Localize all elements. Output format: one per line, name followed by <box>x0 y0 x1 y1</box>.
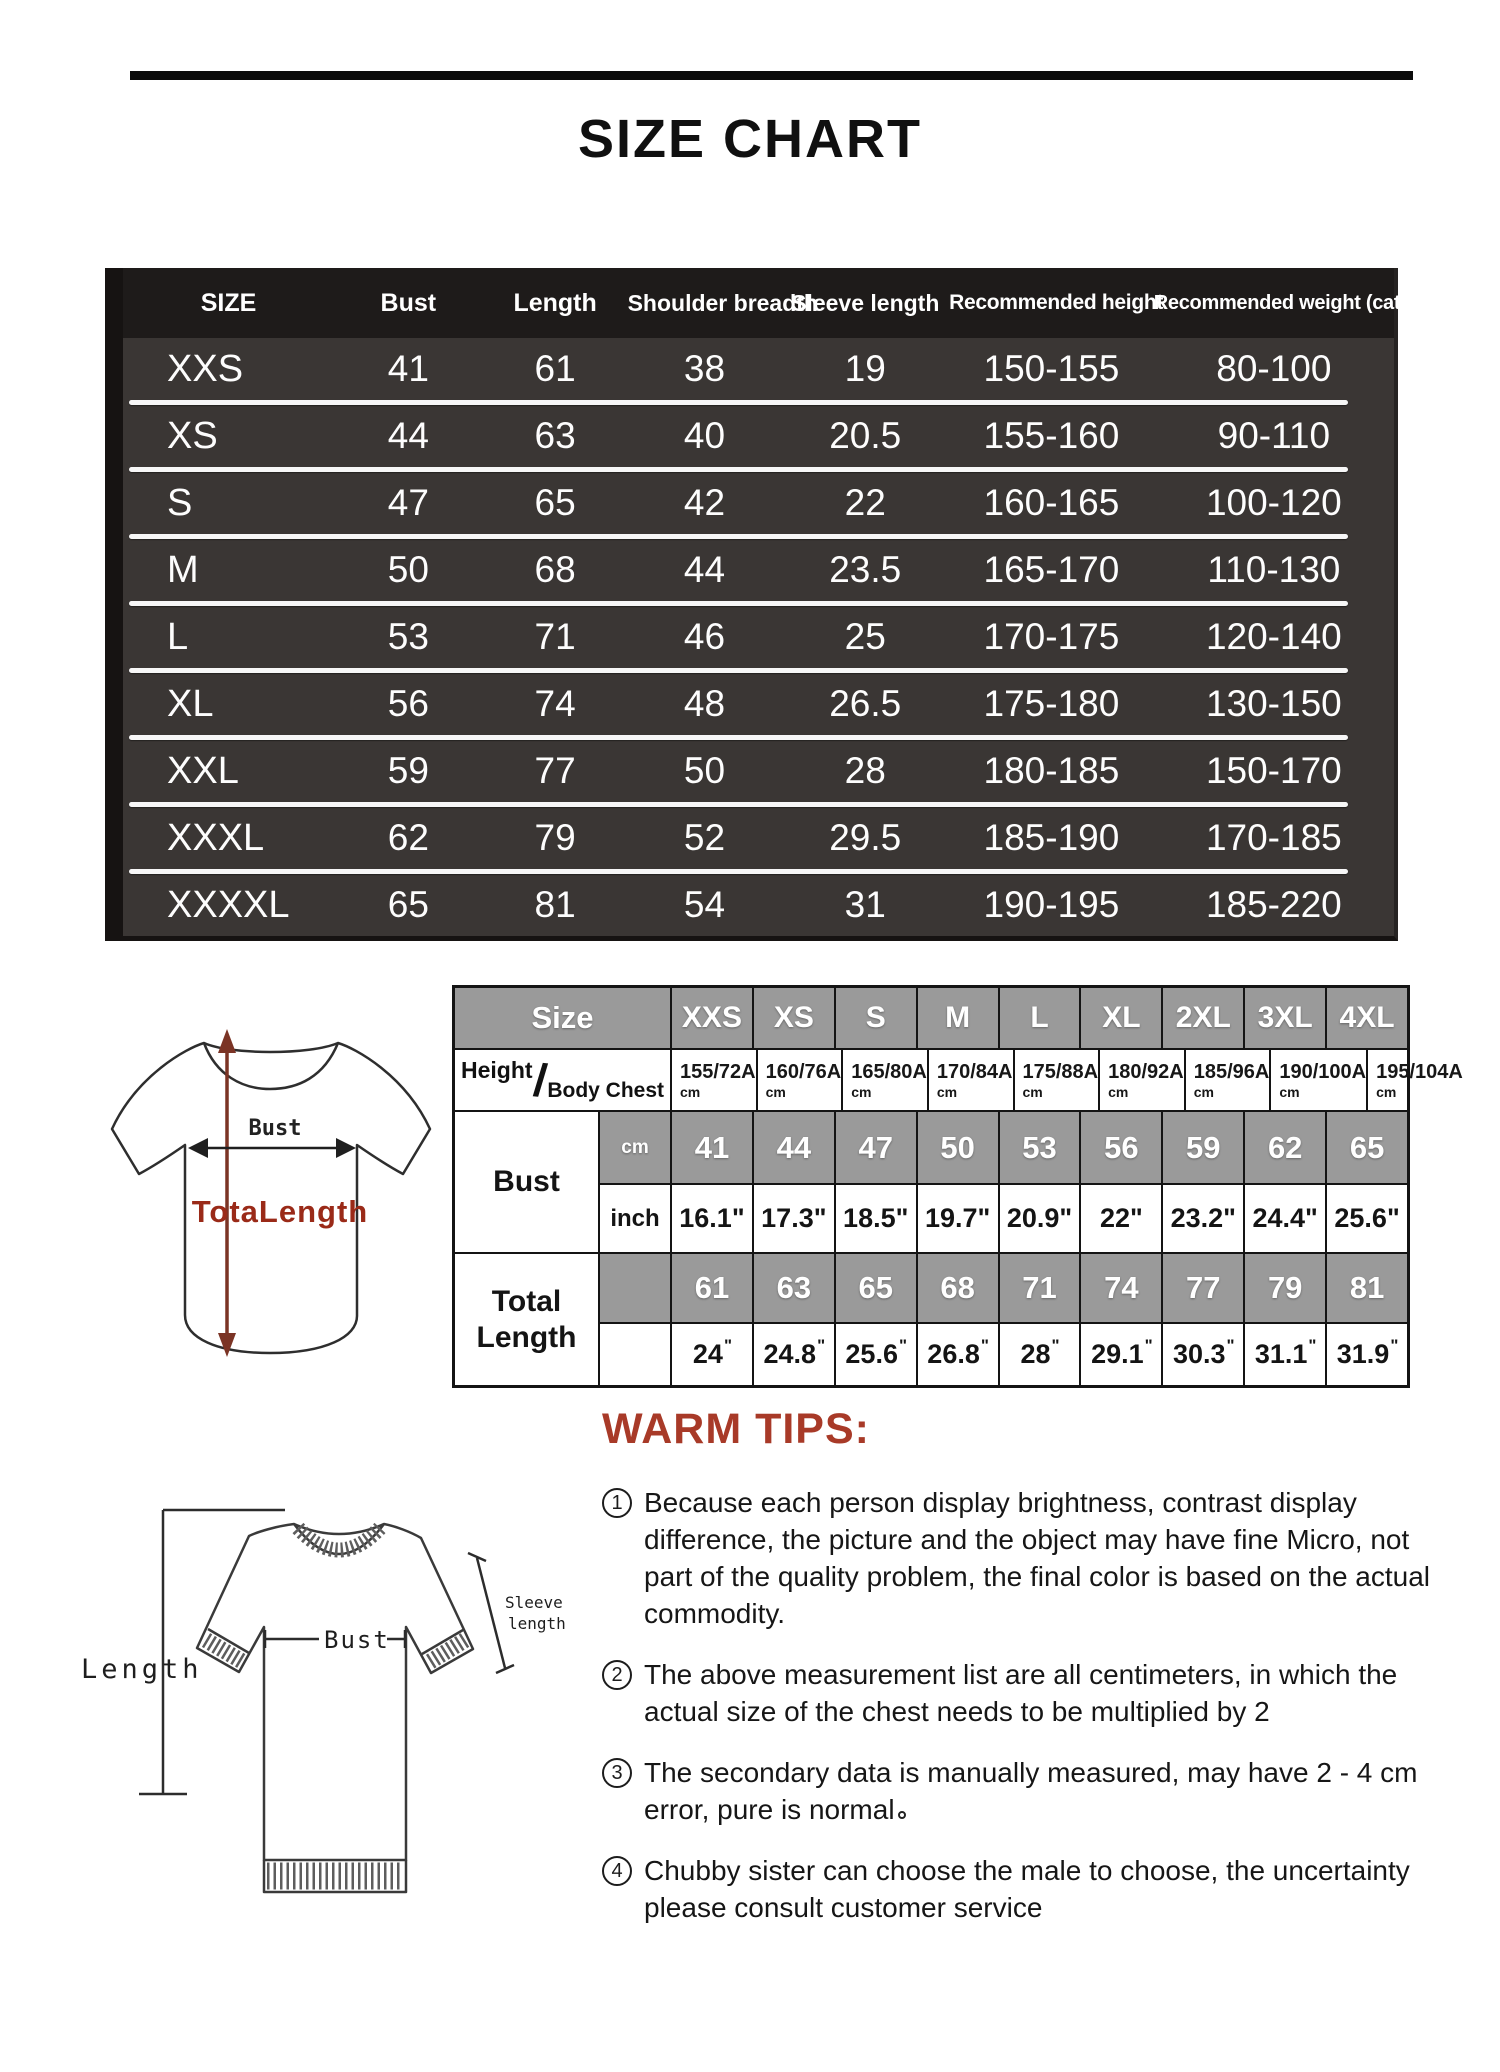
bust-rows <box>600 1112 1407 1252</box>
bust-block <box>455 1112 1407 1254</box>
size-table-value-cell: 25.6" <box>1334 1203 1400 1233</box>
size-table-height-cell <box>1186 1050 1272 1110</box>
left-cuff-ribbing <box>206 1640 243 1662</box>
main-table-cell: 110-130 <box>1207 549 1341 590</box>
main-table-header-cell: SIZE <box>200 288 257 317</box>
main-table-cell: 47 <box>387 482 429 523</box>
size-table-height-row <box>455 1050 1463 1112</box>
size-table-value-cell: 18.5" <box>836 1185 918 1252</box>
size-table-value-cell <box>1245 1324 1327 1385</box>
height-value: 155/72A <box>680 1060 756 1083</box>
main-table-header-row <box>123 268 1424 338</box>
size-table-value-cell <box>754 1324 836 1385</box>
main-table-header-cell: Shoulder breadth <box>627 289 818 316</box>
tshirt-front-diagram <box>92 985 447 1395</box>
arrowhead-right <box>336 1138 356 1158</box>
main-table-cell: 22 <box>844 482 886 523</box>
main-table-cell: 185-220 <box>1205 884 1342 925</box>
size-table-value-cell: 41 <box>672 1112 754 1183</box>
size-table-size-cell: L <box>1000 988 1082 1048</box>
main-table-cell: 68 <box>534 549 576 590</box>
total-length-row-label <box>455 1254 600 1385</box>
value-number: 30.3 <box>1172 1339 1226 1369</box>
total-length-label-line2: Length <box>476 1320 577 1354</box>
main-table-row <box>123 539 1394 601</box>
main-table-row <box>123 606 1394 668</box>
main-table-cell: XXL <box>167 749 239 792</box>
main-table-cell: 46 <box>683 616 726 657</box>
main-table-row <box>123 338 1394 400</box>
inch-mark: " <box>817 1335 826 1355</box>
main-table-row <box>123 807 1394 869</box>
bust2-label: Bust <box>324 1626 390 1654</box>
tip-text-wrap <box>644 1852 1434 1926</box>
size-table-value-cell: 68 <box>918 1254 1000 1322</box>
main-table-cell: 165-170 <box>983 549 1120 590</box>
size-table-height-cell <box>929 1050 1015 1110</box>
size-table-value-cell <box>672 1324 754 1385</box>
tl-inch-row <box>600 1324 1407 1385</box>
size-table-height-cell <box>1368 1050 1463 1110</box>
main-table-cell: 28 <box>844 750 886 791</box>
value-number: 28 <box>1020 1339 1051 1369</box>
height-value: 185/96A <box>1193 1060 1270 1083</box>
inch-mark: " <box>1390 1335 1399 1355</box>
main-table-cell: 120-140 <box>1205 616 1342 657</box>
main-table-header-cell: Bust <box>380 288 437 317</box>
slash-glyph: / <box>530 1053 550 1107</box>
size-table-value-cell: 44 <box>754 1112 836 1183</box>
tip-number-badge: 2 <box>602 1660 632 1690</box>
main-table-cell: 48 <box>683 683 726 724</box>
main-table-cell: 50 <box>683 750 726 791</box>
main-table-row <box>123 740 1394 802</box>
size-table-size-cell: XXS <box>672 988 754 1048</box>
size-table-height-cell <box>1100 1050 1186 1110</box>
secondary-size-table <box>452 985 1463 1388</box>
height-unit-cm: cm <box>680 1083 701 1100</box>
main-table-cell: 20.5 <box>829 415 902 456</box>
main-table-cell: 74 <box>534 683 576 724</box>
height-unit-cm: cm <box>936 1083 958 1100</box>
inch-mark: " <box>1144 1335 1153 1355</box>
main-table-cell: 180-185 <box>983 750 1120 791</box>
main-table-cell: 100-120 <box>1205 482 1342 523</box>
size-table-value-cell <box>836 1324 918 1385</box>
height-value: 195/104A <box>1376 1060 1463 1083</box>
main-table-cell: 130-150 <box>1205 683 1342 724</box>
main-table-cell: 53 <box>387 616 429 657</box>
tip-text: The above measurement list are all centimeters, in which the actual size of the chest needs to be multiplied by 2 <box>644 1659 1398 1727</box>
total-length-block <box>455 1254 1407 1385</box>
main-table-cell: 52 <box>683 817 726 858</box>
height-value: 165/80A <box>851 1060 927 1083</box>
main-table-cell: 65 <box>387 884 429 925</box>
arrowhead-down <box>218 1333 236 1357</box>
main-table-cell: 61 <box>534 348 576 389</box>
main-table-cell: 29.5 <box>829 817 902 858</box>
inch-mark: " <box>1308 1335 1317 1355</box>
main-table-cell: 62 <box>387 817 429 858</box>
value-number: 26.8 <box>927 1339 980 1369</box>
value-number: 29.1 <box>1091 1339 1144 1369</box>
tshirt2-outline <box>197 1524 473 1860</box>
main-table-cell: 19 <box>844 348 886 389</box>
size-table-height-cell <box>843 1050 929 1110</box>
main-table-cell: 41 <box>387 348 429 389</box>
height-unit-cm: cm <box>765 1083 786 1100</box>
size-table-value-cell: 74 <box>1081 1254 1163 1322</box>
main-table-cell: XL <box>167 682 214 725</box>
main-table-cell: 42 <box>683 482 726 523</box>
height-unit-cm: cm <box>1376 1083 1397 1100</box>
height-unit-cm: cm <box>1108 1083 1129 1100</box>
warm-tip-item <box>602 1656 1434 1730</box>
size-table-size-cell: 4XL <box>1327 988 1407 1048</box>
empty-inch-unit-cell <box>600 1324 672 1385</box>
size-table-value-cell <box>1163 1324 1245 1385</box>
page-title: SIZE CHART <box>578 109 922 169</box>
main-table-header-cell: Recommended weight (catty) <box>1153 291 1424 314</box>
empty-cm-unit-cell <box>600 1254 672 1322</box>
size-table-height-cell <box>672 1050 758 1110</box>
size-table-value-cell: 59 <box>1163 1112 1245 1183</box>
size-table-size-cell: XS <box>754 988 836 1048</box>
main-table-cell: S <box>167 481 193 524</box>
main-table-row <box>123 673 1394 735</box>
bust-cm-row <box>600 1112 1407 1185</box>
height-body-chest-label-cell <box>455 1050 672 1110</box>
tip-number-badge: 4 <box>602 1856 632 1886</box>
value-number: 31.1 <box>1254 1339 1308 1369</box>
main-table-cell: 31 <box>844 884 886 925</box>
size-table-value-cell: 17.3" <box>754 1185 836 1252</box>
height-unit-cm: cm <box>1022 1083 1043 1100</box>
size-table-value-cell: 19.7" <box>918 1185 1000 1252</box>
main-table-cell: 81 <box>534 884 576 925</box>
warm-tip-item <box>602 1852 1434 1926</box>
size-table-height-cell <box>1015 1050 1101 1110</box>
warm-tip-item <box>602 1754 1434 1828</box>
main-table-cell: XXXL <box>167 816 265 859</box>
size-table-value-cell: 65 <box>1327 1112 1407 1183</box>
height-value: 180/92A <box>1108 1060 1184 1083</box>
size-table-size-cell: M <box>918 988 1000 1048</box>
cm-unit-cell: cm <box>600 1112 672 1183</box>
main-table-cell: 54 <box>683 884 726 925</box>
size-table-size-cell: 2XL <box>1163 988 1245 1048</box>
main-table-cell: 56 <box>387 683 429 724</box>
main-table-header-cell: Length <box>513 288 597 317</box>
main-table-cell: 170-185 <box>1205 817 1342 858</box>
tip-text-wrap <box>644 1484 1434 1632</box>
tip-text: Chubby sister can choose the male to choose, the uncertainty please consult customer service <box>644 1855 1410 1923</box>
size-table-value-cell: 50 <box>918 1112 1000 1183</box>
value-number: 31.9 <box>1336 1339 1390 1369</box>
size-table-value-cell: 62 <box>1245 1112 1327 1183</box>
inch-mark: " <box>1051 1335 1060 1355</box>
inch-mark: " <box>723 1335 732 1355</box>
height-value: 160/76A <box>765 1060 842 1083</box>
main-table-cell: 40 <box>683 415 726 456</box>
bust-label: Bust <box>248 1116 302 1141</box>
main-table-cell: 26.5 <box>829 683 902 724</box>
size-table-value-cell: 77 <box>1163 1254 1245 1322</box>
main-table-header-cell: Recommended height <box>949 291 1164 314</box>
height-value: 170/84A <box>936 1060 1013 1083</box>
main-table-cell: 65 <box>534 482 576 523</box>
warm-tips-section <box>602 1405 1434 1950</box>
tshirt-measure-diagram <box>75 1462 575 1942</box>
bust-row-label: Bust <box>455 1112 600 1252</box>
main-table-body <box>123 338 1394 936</box>
size-table-value-cell: 71 <box>1000 1254 1082 1322</box>
warm-tip-item <box>602 1484 1434 1632</box>
arrowhead-up <box>218 1029 236 1053</box>
main-table-cell: 59 <box>387 750 429 791</box>
size-table-value-cell <box>1000 1324 1082 1385</box>
size-table-value-cell <box>918 1324 1000 1385</box>
height-value: 190/100A <box>1279 1060 1367 1083</box>
main-table-cell: 185-190 <box>983 817 1120 858</box>
main-table-row <box>123 405 1394 467</box>
main-table-cell: 175-180 <box>983 683 1120 724</box>
tip-number-badge: 3 <box>602 1758 632 1788</box>
total-length-rows <box>600 1254 1407 1385</box>
main-table-cell: 80-100 <box>1216 348 1332 389</box>
main-table-cell: XS <box>167 414 218 457</box>
main-table-cell: 50 <box>387 549 429 590</box>
size-table-value-cell: 79 <box>1245 1254 1327 1322</box>
main-table-cell: 155-160 <box>983 415 1120 456</box>
value-number: 24 <box>692 1339 723 1369</box>
height-value: 175/88A <box>1022 1060 1099 1083</box>
value-number: 24.8 <box>763 1339 817 1369</box>
size-table-header-row <box>455 988 1407 1050</box>
top-divider-rule <box>130 71 1413 80</box>
tip-text: Because each person display brightness, contrast display difference, the picture and the object may have fine Micro, not part of the quality problem, the final color is based on the actual commodity. <box>644 1487 1431 1629</box>
inch-unit-cell: inch <box>600 1185 672 1252</box>
height-unit-cm: cm <box>1279 1083 1300 1100</box>
right-cuff-ribbing <box>428 1640 465 1663</box>
main-table-header-cell: Sleeve length <box>791 289 940 316</box>
size-table-value-cell <box>1327 1324 1407 1385</box>
sleeve-label-line1: Sleeve <box>505 1593 563 1612</box>
main-table-cell: M <box>167 548 199 591</box>
main-table-cell: XXXXL <box>167 883 290 926</box>
main-table-cell: 170-175 <box>983 616 1120 657</box>
height-unit-cm: cm <box>851 1083 872 1100</box>
main-table-cell: 150-155 <box>983 348 1120 389</box>
inch-mark: " <box>980 1335 989 1355</box>
main-table-cell: 23.5 <box>829 549 902 590</box>
size-table-value-cell: 22" <box>1081 1185 1163 1252</box>
warm-tips-list <box>602 1484 1434 1926</box>
main-table-cell: 63 <box>534 415 576 456</box>
size-table-value-cell: 63 <box>754 1254 836 1322</box>
main-table-cell: 44 <box>387 415 429 456</box>
size-table-value-cell: 24.4" <box>1245 1185 1327 1252</box>
size-table-value-cell <box>1081 1324 1163 1385</box>
main-table-cell: 77 <box>534 750 576 791</box>
size-table-size-cell: S <box>836 988 918 1048</box>
inch-mark: " <box>898 1335 908 1355</box>
height-unit-cm: cm <box>1193 1083 1214 1100</box>
tip-text-wrap <box>644 1754 1434 1828</box>
size-table-height-cell <box>1271 1050 1368 1110</box>
sleeve-label-line2: length <box>508 1614 566 1633</box>
main-table-cell: 25 <box>844 616 886 657</box>
body-chest-label: Body Chest <box>547 1079 665 1102</box>
tip-number-badge: 1 <box>602 1488 632 1518</box>
total-length-label: TotaLength <box>191 1194 369 1229</box>
main-table-cell: 38 <box>683 348 726 389</box>
size-table-value-cell: 47 <box>836 1112 918 1183</box>
main-table-cell: 79 <box>534 817 576 858</box>
size-table-size-cell: 3XL <box>1245 988 1327 1048</box>
size-table-value-cell: 81 <box>1327 1254 1407 1322</box>
tl-cm-row <box>600 1254 1407 1324</box>
size-table-value-cell: 61 <box>672 1254 754 1322</box>
main-table-cell: 71 <box>534 616 576 657</box>
size-table-value-cell: 56 <box>1081 1112 1163 1183</box>
size-table-value-cell: 16.1" <box>672 1185 754 1252</box>
main-table-cell: L <box>167 615 189 658</box>
main-table-row <box>123 472 1394 534</box>
warm-tips-title: WARM TIPS: <box>602 1405 870 1453</box>
length-label: Length <box>81 1654 203 1685</box>
height-label: Height <box>460 1057 533 1083</box>
size-table-value-cell: 23.2" <box>1163 1185 1245 1252</box>
main-table-cell: XXS <box>167 347 244 390</box>
tip-text: The secondary data is manually measured, may have 2 - 4 cm error, pure is normal <box>644 1757 1418 1825</box>
main-size-table <box>105 268 1424 941</box>
value-number: 25.6 <box>845 1339 898 1369</box>
main-table-cell: 160-165 <box>983 482 1120 523</box>
main-table-cell: 190-195 <box>983 884 1120 925</box>
main-table-cell: 90-110 <box>1217 415 1331 456</box>
bust-inch-row <box>600 1185 1407 1252</box>
inch-mark: " <box>1226 1335 1235 1355</box>
main-table-cell: 150-170 <box>1205 750 1342 791</box>
size-table-value-cell: 65 <box>836 1254 918 1322</box>
arrowhead-left <box>188 1138 208 1158</box>
size-table-height-cell <box>758 1050 844 1110</box>
total-length-label-line1: Total <box>491 1284 562 1318</box>
size-table-corner-cell: Size <box>455 988 672 1048</box>
collar-ribbing <box>298 1528 380 1550</box>
ideographic-period-mark <box>898 1811 906 1819</box>
main-table-cell: 44 <box>683 549 726 590</box>
tip-text-wrap <box>644 1656 1434 1730</box>
sleeve-measure-line <box>468 1553 514 1673</box>
size-table-size-cell: XL <box>1081 988 1163 1048</box>
size-table-value-cell: 20.9" <box>1000 1185 1082 1252</box>
size-table-value-cell: 53 <box>1000 1112 1082 1183</box>
main-table-row <box>123 874 1394 936</box>
